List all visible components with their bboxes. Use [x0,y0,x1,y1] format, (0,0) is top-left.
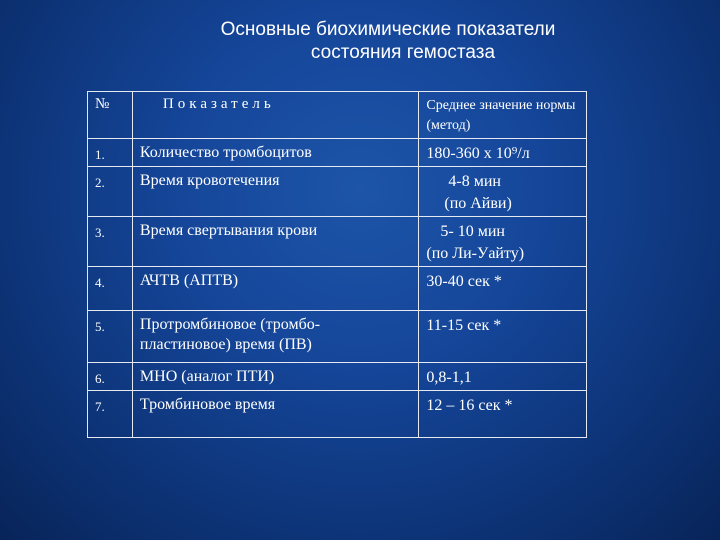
row-number: 2. [88,167,133,217]
row-number: 4. [88,267,133,311]
row-norm-line-1: 4-8 мин [448,173,501,190]
header-number: № [88,92,133,139]
header-parameter: Показатель [132,92,418,139]
row-number: 6. [88,363,133,391]
row-norm-text: 11-15 сек * [426,317,502,334]
row-norm [419,391,587,438]
table-row [88,167,587,217]
row-parameter-line-1: Протромбиновое (тромбо- [139,316,321,333]
row-parameter-text: Время кровотечения [139,172,280,189]
row-parameter [132,139,418,167]
row-norm-line-1: 5- 10 мин [440,223,505,240]
row-norm [419,311,587,363]
row-norm-line-2: (по Айви) [444,195,512,212]
row-number: 7. [88,391,133,438]
row-norm-line-2: (по Ли-Уайту) [426,245,525,262]
table-row [88,391,587,438]
row-norm-text: 180-360 х 10⁹/л [426,145,530,162]
row-norm [419,139,587,167]
row-parameter-line-2: пластиновое) время (ПВ) [139,336,312,353]
row-parameter [132,311,418,363]
row-norm-text: 0,8-1,1 [426,369,472,386]
table-row [88,217,587,267]
row-parameter [132,217,418,267]
row-parameter-text: Тромбиновое время [139,396,276,413]
slide-title-line-1: Основные биохимические показатели [220,19,556,40]
row-norm [419,363,587,391]
row-parameter-text: Время свертывания крови [139,222,318,239]
row-norm [419,167,587,217]
header-norm: Среднее значение нормы (метод) [419,92,587,139]
row-parameter [132,363,418,391]
row-number: 5. [88,311,133,363]
row-norm-text: 12 – 16 сек * [426,397,513,414]
table-row [88,311,587,363]
row-parameter-text: Количество тромбоцитов [139,144,312,161]
table-row [88,363,587,391]
parameters-table [87,91,587,438]
table-header-row [88,92,587,139]
slide-title-line-2: состояния гемостаза [310,42,496,63]
row-parameter [132,267,418,311]
row-parameter-text: АЧТВ (АПТВ) [139,272,239,289]
row-parameter-text: МНО (аналог ПТИ) [139,368,275,385]
row-number: 1. [88,139,133,167]
table-row [88,267,587,311]
slide-title [0,18,720,64]
row-parameter [132,167,418,217]
row-norm [419,217,587,267]
row-norm [419,267,587,311]
row-norm-text: 30-40 сек * [426,273,502,290]
row-parameter [132,391,418,438]
table-row [88,139,587,167]
row-number: 3. [88,217,133,267]
